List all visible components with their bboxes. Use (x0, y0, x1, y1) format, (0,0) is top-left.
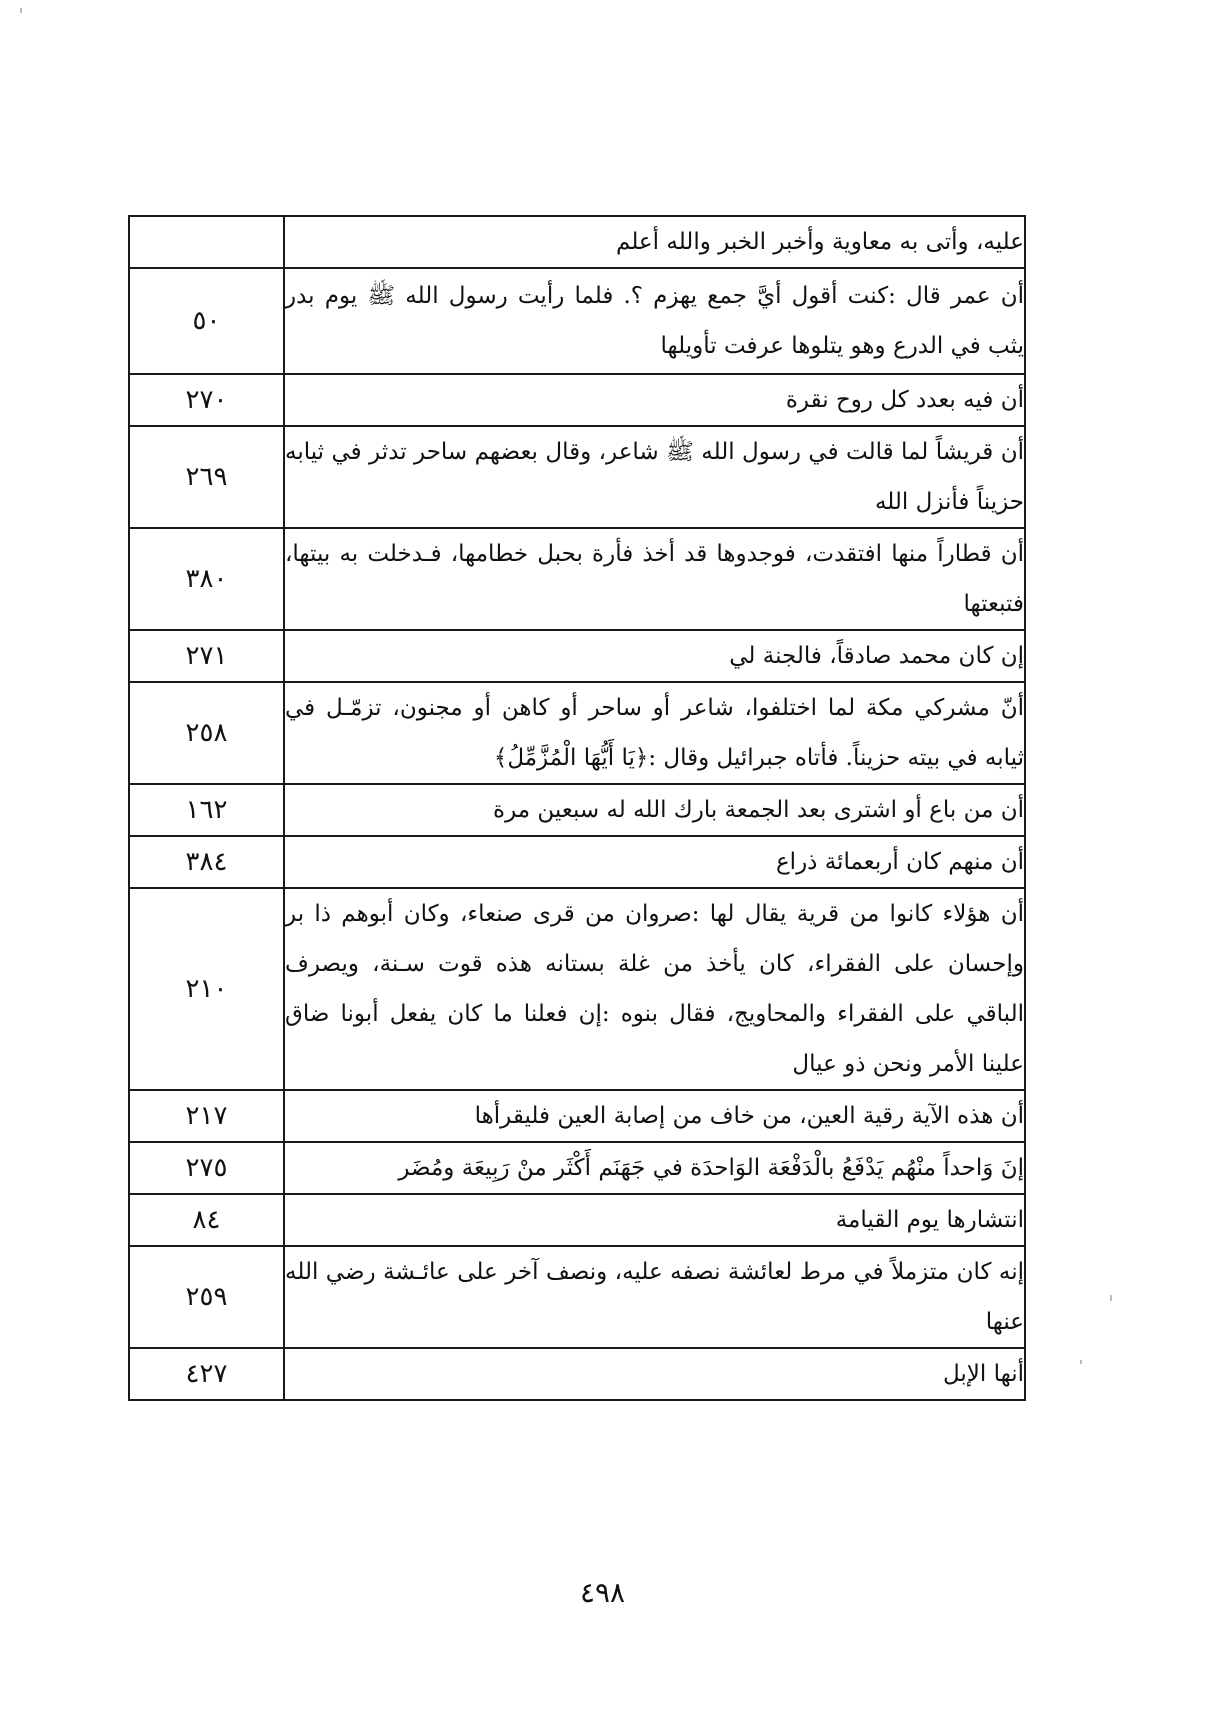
table-row (129, 630, 1025, 682)
entry-page-number: ٣٨٠ (129, 528, 284, 630)
entry-page-number: ١٦٢ (129, 784, 284, 836)
entry-text: إنه كان متزملاً في مرط لعائشة نصفه عليه، ونصف آخر على عائـشة رضي الله عنها (284, 1246, 1025, 1348)
table-row (129, 268, 1025, 374)
entry-page-number: ٢١٧ (129, 1090, 284, 1142)
scan-mark (20, 8, 22, 13)
table-row (129, 888, 1025, 1090)
entry-text: عليه، وأتى به معاوية وأخبر الخبر والله أعلم (284, 216, 1025, 268)
table-row (129, 1090, 1025, 1142)
entry-text: انتشارها يوم القيامة (284, 1194, 1025, 1246)
entry-text: إنَ وَاحداً منْهُم يَدْفَعُ بالْدَفْعَة الوَاحدَة في جَهَنَم أَكْثَر منْ رَبِيعَة ومُضَر (284, 1142, 1025, 1194)
page-number: ٤٩٨ (579, 1576, 626, 1609)
entry-page-number: ٢٥٨ (129, 682, 284, 784)
entry-page-number: ٢١٠ (129, 888, 284, 1090)
entry-text: أن من باع أو اشترى بعد الجمعة بارك الله له سبعين مرة (284, 784, 1025, 836)
entry-page-number: ٣٨٤ (129, 836, 284, 888)
table-row (129, 1348, 1025, 1400)
index-table (128, 215, 1026, 1401)
entry-page-number: ٢٥٩ (129, 1246, 284, 1348)
entry-page-number: ٢٧١ (129, 630, 284, 682)
table-row (129, 426, 1025, 528)
scan-mark (1110, 1295, 1112, 1301)
table-row (129, 1194, 1025, 1246)
entry-page-number: ٢٦٩ (129, 426, 284, 528)
entry-page-number: ٨٤ (129, 1194, 284, 1246)
entry-text: أنها الإبل (284, 1348, 1025, 1400)
table-row (129, 528, 1025, 630)
table-row (129, 784, 1025, 836)
table-row (129, 836, 1025, 888)
table-row (129, 1142, 1025, 1194)
table-row (129, 1246, 1025, 1348)
entry-page-number (129, 216, 284, 268)
entry-text: أن منهم كان أربعمائة ذراع (284, 836, 1025, 888)
entry-page-number: ٢٧٥ (129, 1142, 284, 1194)
entry-text: أن عمر قال :كنت أقول أيَّ جمع يهزم ؟. فلما رأيت رسول الله ﷺ يوم بدر يثب في الدرع وهو يتلوها عرفت تأويلها (284, 268, 1025, 374)
table-row (129, 374, 1025, 426)
table-row (129, 682, 1025, 784)
entry-text: أن قريشاً لما قالت في رسول الله ﷺ شاعر، وقال بعضهم ساحر تدثر في ثيابه حزيناً فأنزل الله (284, 426, 1025, 528)
scan-mark (1080, 1360, 1082, 1364)
entry-text: أنّ مشركي مكة لما اختلفوا، شاعر أو ساحر أو كاهن أو مجنون، تزمّـل في ثيابه في بيته حزيناً. فأتاه جبرائيل وقال :﴿يَا أَيُّهَا الْمُزَّمِّلُ﴾ (284, 682, 1025, 784)
entry-text: أن هذه الآية رقية العين، من خاف من إصابة العين فليقرأها (284, 1090, 1025, 1142)
entry-page-number: ٤٢٧ (129, 1348, 284, 1400)
entry-page-number: ٢٧٠ (129, 374, 284, 426)
entry-text: إن كان محمد صادقاً، فالجنة لي (284, 630, 1025, 682)
entry-text: أن هؤلاء كانوا من قرية يقال لها :صروان من قرى صنعاء، وكان أبوهم ذا بر وإحسان على الفقراء، كان يأخذ من غلة بستانه هذه قوت سـنة، ويصرف الباقي على الفقراء والمحاويج، فقال بنوه :إن فعلنا ما كان يفعل أبونا ضاق علينا الأمر ونحن ذو عيال (284, 888, 1025, 1090)
entry-text: أن فيه بعدد كل روح نقرة (284, 374, 1025, 426)
entry-text: أن قطاراً منها افتقدت، فوجدوها قد أخذ فأرة بحبل خطامها، فـدخلت به بيتها، فتبعتها (284, 528, 1025, 630)
table-body (129, 216, 1025, 1400)
table-row (129, 216, 1025, 268)
entry-page-number: ٥٠ (129, 268, 284, 374)
